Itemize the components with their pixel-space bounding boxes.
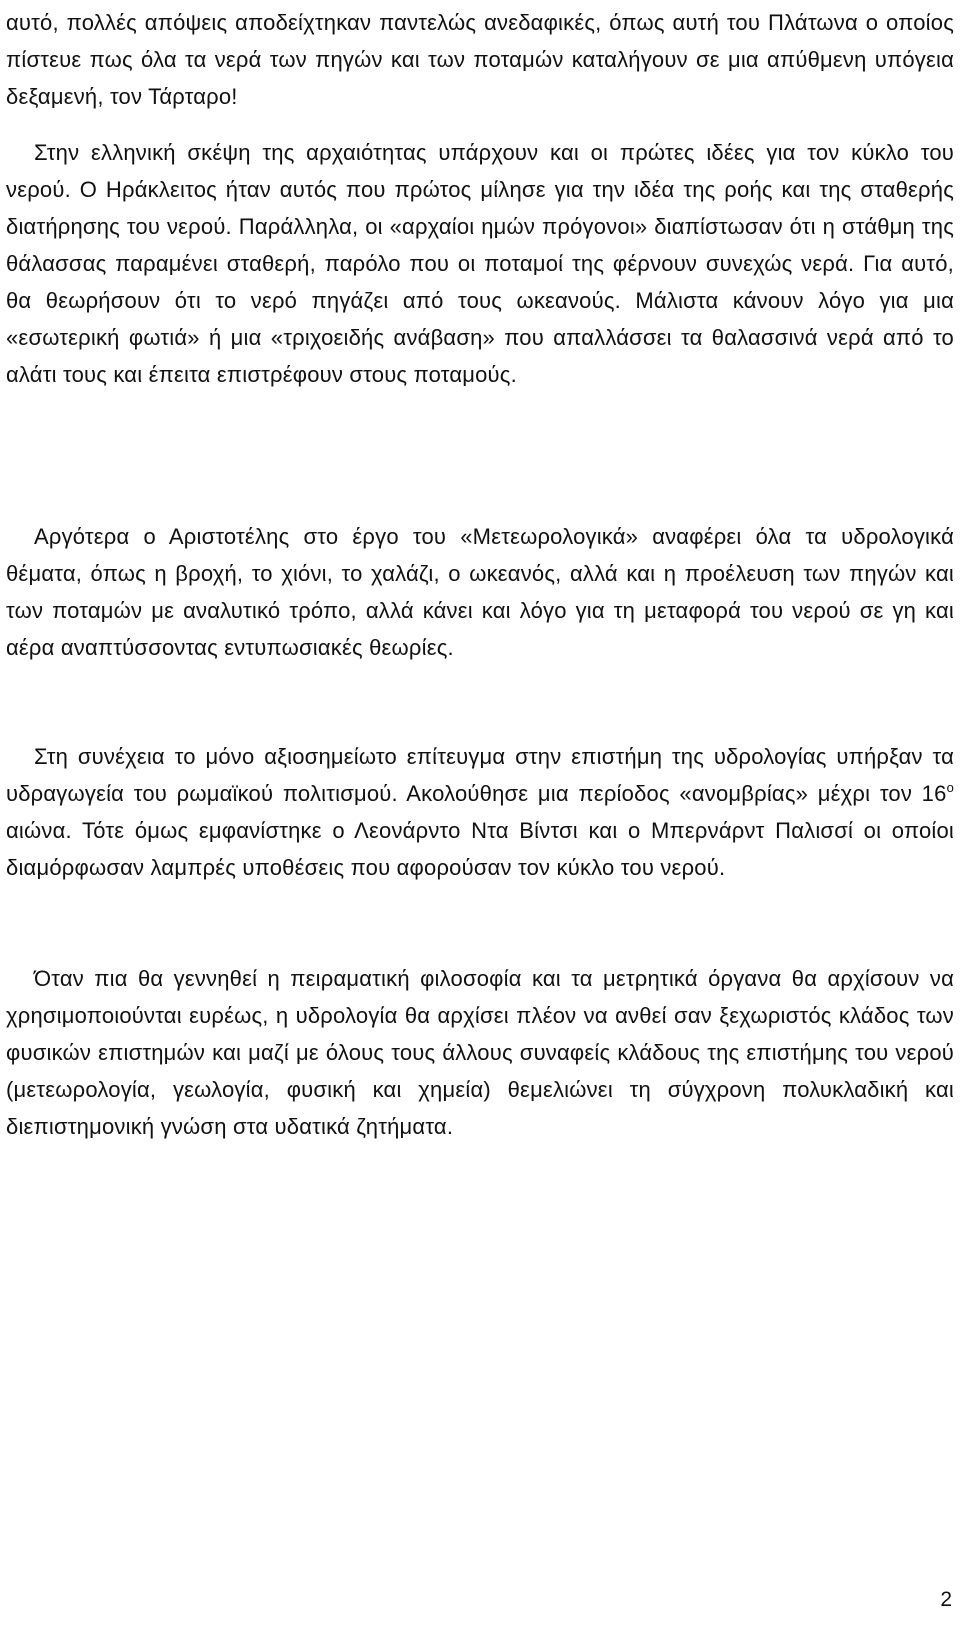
- paragraph-aristotle: [6, 518, 954, 666]
- page-number: 2: [940, 1588, 952, 1611]
- paragraph-text: Αργότερα ο Αριστοτέλης στο έργο του «Μετεωρολογικά» αναφέρει όλα τα υδρολογικά θέματα, όπως η βροχή, το χιόνι, το χαλάζι, ο ωκεανός, αλλά και η προέλευση των πηγών και των ποταμών με αναλυτικό τρόπο, αλλά κάνει και λόγο για τη μεταφορά του νερού σε γη και αέρα αναπτύσσοντας εντυπωσιακές θεωρίες.: [6, 524, 954, 660]
- superscript-ordinal: ο: [946, 780, 954, 795]
- paragraph-text: Στην ελληνική σκέψη της αρχαιότητας υπάρχουν και οι πρώτες ιδέες για τον κύκλο του νερού. Ο Ηράκλειτος ήταν αυτός που πρώτος μίλησε για την ιδέα της ροής και της σταθερής διατήρησης του νερού. Παράλληλα, οι «αρχαίοι ημών πρόγονοι» διαπίστωσαν ότι η στάθμη της θάλασσας παραμένει σταθερή, παρόλο που οι ποταμοί της φέρνουν συνεχώς νερά. Για αυτό, θα θεωρήσουν ότι το νερό πηγάζει από τους ωκεανούς. Μάλιστα κάνουν λόγο για μια «εσωτερική φωτιά» ή μια «τριχοειδής ανάβαση» που απαλλάσσει τα θαλασσινά νερά από το αλάτι τους και έπειτα επιστρέφουν στους ποταμούς.: [6, 140, 954, 387]
- paragraph-continuation: [6, 4, 954, 115]
- paragraph-text: αιώνα. Τότε όμως εμφανίστηκε ο Λεονάρντο Ντα Βίντσι και ο Μπερνάρντ Παλισσί οι οποίοι διαμόρφωσαν λαμπρές υποθέσεις που αφορούσαν τον κύκλο του νερού.: [6, 818, 954, 880]
- paragraph-text: Όταν πια θα γεννηθεί η πειραματική φιλοσοφία και τα μετρητικά όργανα θα αρχίσουν να χρησιμοποιούνται ευρέως, η υδρολογία θα αρχίσει πλέον να ανθεί σαν ξεχωριστός κλάδος των φυσικών επιστημών και μαζί με όλους τους άλλους συναφείς κλάδους της επιστήμης του νερού (μετεωρολογία, γεωλογία, φυσική και χημεία) θεμελιώνει τη σύγχρονη πολυκλαδική και διεπιστημονική γνώση στα υδατικά ζητήματα.: [6, 966, 954, 1139]
- paragraph-roman-era: [6, 738, 954, 886]
- paragraph-greek-thought: [6, 134, 954, 393]
- paragraph-text: Στη συνέχεια το μόνο αξιοσημείωτο επίτευγμα στην επιστήμη της υδρολογίας υπήρξαν τα υδραγωγεία του ρωμαϊκού πολιτισμού. Ακολούθησε μια περίοδος «ανομβρίας» μέχρι τον 16: [6, 744, 954, 806]
- paragraph-text: αυτό, πολλές απόψεις αποδείχτηκαν παντελώς ανεδαφικές, όπως αυτή του Πλάτωνα ο οποίος πίστευε πως όλα τα νερά των πηγών και των ποταμών καταλήγουν σε μια απύθμενη υπόγεια δεξαμενή, τον Τάρταρο!: [6, 10, 954, 109]
- paragraph-experimental-philosophy: [6, 960, 954, 1145]
